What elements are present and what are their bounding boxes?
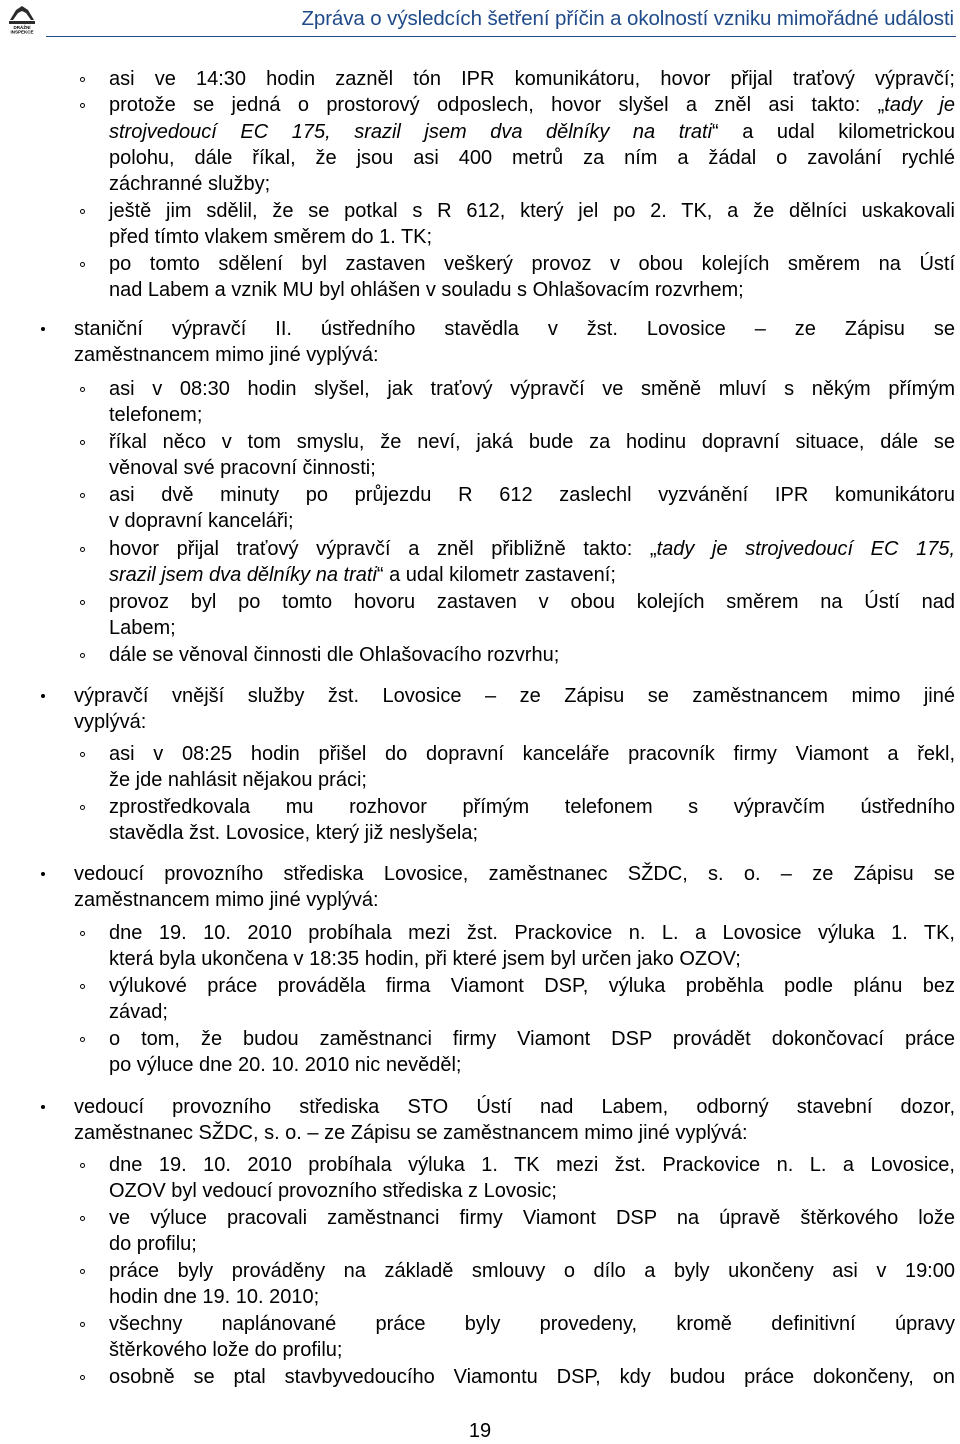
text-line: Labem; <box>109 617 176 639</box>
text-line: výlukové práce prováděla firma Viamont DSP, výluka proběhla podle plánu bez <box>109 975 955 997</box>
text-line: asi v 08:30 hodin slyšel, jak traťový výpravčí ve směně mluví s někým přímým <box>109 378 955 400</box>
sub-bullet-icon <box>80 600 85 605</box>
text-line: vedoucí provozního střediska Lovosice, zaměstnanec SŽDC, s. o. – ze Zápisu se <box>74 863 955 885</box>
text-line: všechny naplánované práce byly provedeny, kromě definitivní úpravy <box>109 1313 955 1335</box>
sub-bullet-icon <box>80 440 85 445</box>
sub-bullet-icon <box>80 1037 85 1042</box>
text-line: hodin dne 19. 10. 2010; <box>109 1286 320 1308</box>
text-line: říkal něco v tom smyslu, že neví, jaká bude za hodinu dopravní situace, dále se <box>109 431 955 453</box>
text-line <box>109 93 955 117</box>
text-line: srazil jsem dva dělníky na trati“ a udal kilometr zastavení; <box>109 564 616 586</box>
bullet-icon <box>41 327 45 331</box>
text-line: práce byly prováděny na základě smlouvy o dílo a byly ukončeny asi v 19:00 <box>109 1260 955 1282</box>
text-segment: protože se jedná o prostorový odposlech, hovor slyšel a zněl asi takto: „tady je <box>109 94 955 116</box>
quoted-speech: strojvedoucí EC 175, srazil jsem dva dělníky na trati <box>109 121 713 143</box>
text-line: závad; <box>109 1001 168 1023</box>
sub-bullet-icon <box>80 1269 85 1274</box>
sub-bullet-icon <box>80 1375 85 1380</box>
text-line: zaměstnanec SŽDC, s. o. – ze Zápisu se zaměstnancem mimo jiné vyplývá: <box>74 1122 748 1144</box>
text-line: po tomto sdělení byl zastaven veškerý provoz v obou kolejích směrem na Ústí <box>109 253 955 275</box>
text-line: nad Labem a vznik MU byl ohlášen v souladu s Ohlašovacím rozvrhem; <box>109 279 744 301</box>
text-line: asi v 08:25 hodin přišel do dopravní kanceláře pracovník firmy Viamont a řekl, <box>109 743 955 765</box>
sub-bullet-icon <box>80 752 85 757</box>
text-line: v dopravní kanceláři; <box>109 510 294 532</box>
quoted-speech: tady je <box>884 94 955 116</box>
text-line: OZOV byl vedoucí provozního střediska z Lovosic; <box>109 1180 557 1202</box>
text-line: osobně se ptal stavbyvedoucího Viamontu DSP, kdy budou práce dokončeny, on <box>109 1366 955 1388</box>
text-line: polohu, dále říkal, že jsou asi 400 metrů za ním a žádal o zavolání rychlé <box>109 147 955 169</box>
quoted-speech: srazil jsem dva dělníky na trati <box>109 564 377 586</box>
text-line: zaměstnancem mimo jiné vyplývá: <box>74 344 379 366</box>
text-line: výpravčí vnější služby žst. Lovosice – ze Zápisu se zaměstnancem mimo jiné <box>74 685 955 707</box>
text-line: po výluce dne 20. 10. 2010 nic nevěděl; <box>109 1054 462 1076</box>
bullet-icon <box>41 872 45 876</box>
sub-bullet-icon <box>80 653 85 658</box>
text-line: věnoval své pracovní činnosti; <box>109 457 376 479</box>
text-line: ještě jim sdělil, že se potkal s R 612, který jel po 2. TK, a že dělníci uskakovali <box>109 200 955 222</box>
svg-text:INSPEKCE: INSPEKCE <box>10 29 34 34</box>
text-line: provoz byl po tomto hovoru zastaven v obou kolejích směrem na Ústí nad <box>109 591 955 613</box>
sub-bullet-icon <box>80 493 85 498</box>
text-line: telefonem; <box>109 404 203 426</box>
text-line: zaměstnancem mimo jiné vyplývá: <box>74 889 379 911</box>
document-title: Zpráva o výsledcích šetření příčin a okolností vzniku mimořádné události <box>301 7 954 30</box>
sub-bullet-icon <box>80 262 85 267</box>
text-line: strojvedoucí EC 175, srazil jsem dva dělníky na trati“ a udal kilometrickou <box>109 121 955 143</box>
text-line: štěrkového lože do profilu; <box>109 1339 343 1361</box>
text-line: dne 19. 10. 2010 probíhala mezi žst. Prackovice n. L. a Lovosice výluka 1. TK, <box>109 922 955 944</box>
sub-bullet-icon <box>80 805 85 810</box>
text-line: hovor přijal traťový výpravčí a zněl přibližně takto: „tady je strojvedoucí EC 175, <box>109 538 955 560</box>
text-line: o tom, že budou zaměstnanci firmy Viamont DSP provádět dokončovací práce <box>109 1028 955 1050</box>
text-line: dne 19. 10. 2010 probíhala výluka 1. TK mezi žst. Prackovice n. L. a Lovosice, <box>109 1154 955 1176</box>
text-line: do profilu; <box>109 1233 197 1255</box>
text-line: vyplývá: <box>74 711 147 733</box>
sub-bullet-icon <box>80 209 85 214</box>
sub-bullet-icon <box>80 547 85 552</box>
svg-text:DRÁŽNÍ: DRÁŽNÍ <box>13 25 31 30</box>
text-line: že jde nahlásit nějakou práci; <box>109 769 367 791</box>
text-line: záchranné služby; <box>109 173 271 195</box>
text-line: asi dvě minuty po průjezdu R 612 zaslechl vyzvánění IPR komunikátoru <box>109 484 955 506</box>
sub-bullet-icon <box>80 1216 85 1221</box>
sub-bullet-icon <box>80 1322 85 1327</box>
text-line: stavědla žst. Lovosice, který již neslyšela; <box>109 822 479 844</box>
sub-bullet-icon <box>80 1163 85 1168</box>
bullet-icon <box>41 694 45 698</box>
text-line: asi ve 14:30 hodin zazněl tón IPR komunikátoru, hovor přijal traťový výpravčí; <box>109 68 955 90</box>
bullet-icon <box>41 1105 45 1109</box>
text-line: která byla ukončena v 18:35 hodin, při které jsem byl určen jako OZOV; <box>109 948 741 970</box>
text-line: před tímto vlakem směrem do 1. TK; <box>109 226 433 248</box>
text-line: dále se věnoval činnosti dle Ohlašovacího rozvrhu; <box>109 644 560 666</box>
page-number: 19 <box>468 1420 492 1442</box>
text-line: zprostředkovala mu rozhovor přímým telefonem s výpravčím ústředního <box>109 796 955 818</box>
sub-bullet-icon <box>80 103 85 108</box>
text-line: vedoucí provozního střediska STO Ústí nad Labem, odborný stavební dozor, <box>74 1096 955 1118</box>
text-line: ve výluce pracovali zaměstnanci firmy Viamont DSP na úpravě štěrkového lože <box>109 1207 955 1229</box>
sub-bullet-icon <box>80 931 85 936</box>
sub-bullet-icon <box>80 387 85 392</box>
text-line: staniční výpravčí II. ústředního stavědla v žst. Lovosice – ze Zápisu se <box>74 318 955 340</box>
sub-bullet-icon <box>80 984 85 989</box>
quoted-speech: tady je strojvedoucí EC 175, <box>656 538 955 560</box>
sub-bullet-icon <box>80 77 85 82</box>
